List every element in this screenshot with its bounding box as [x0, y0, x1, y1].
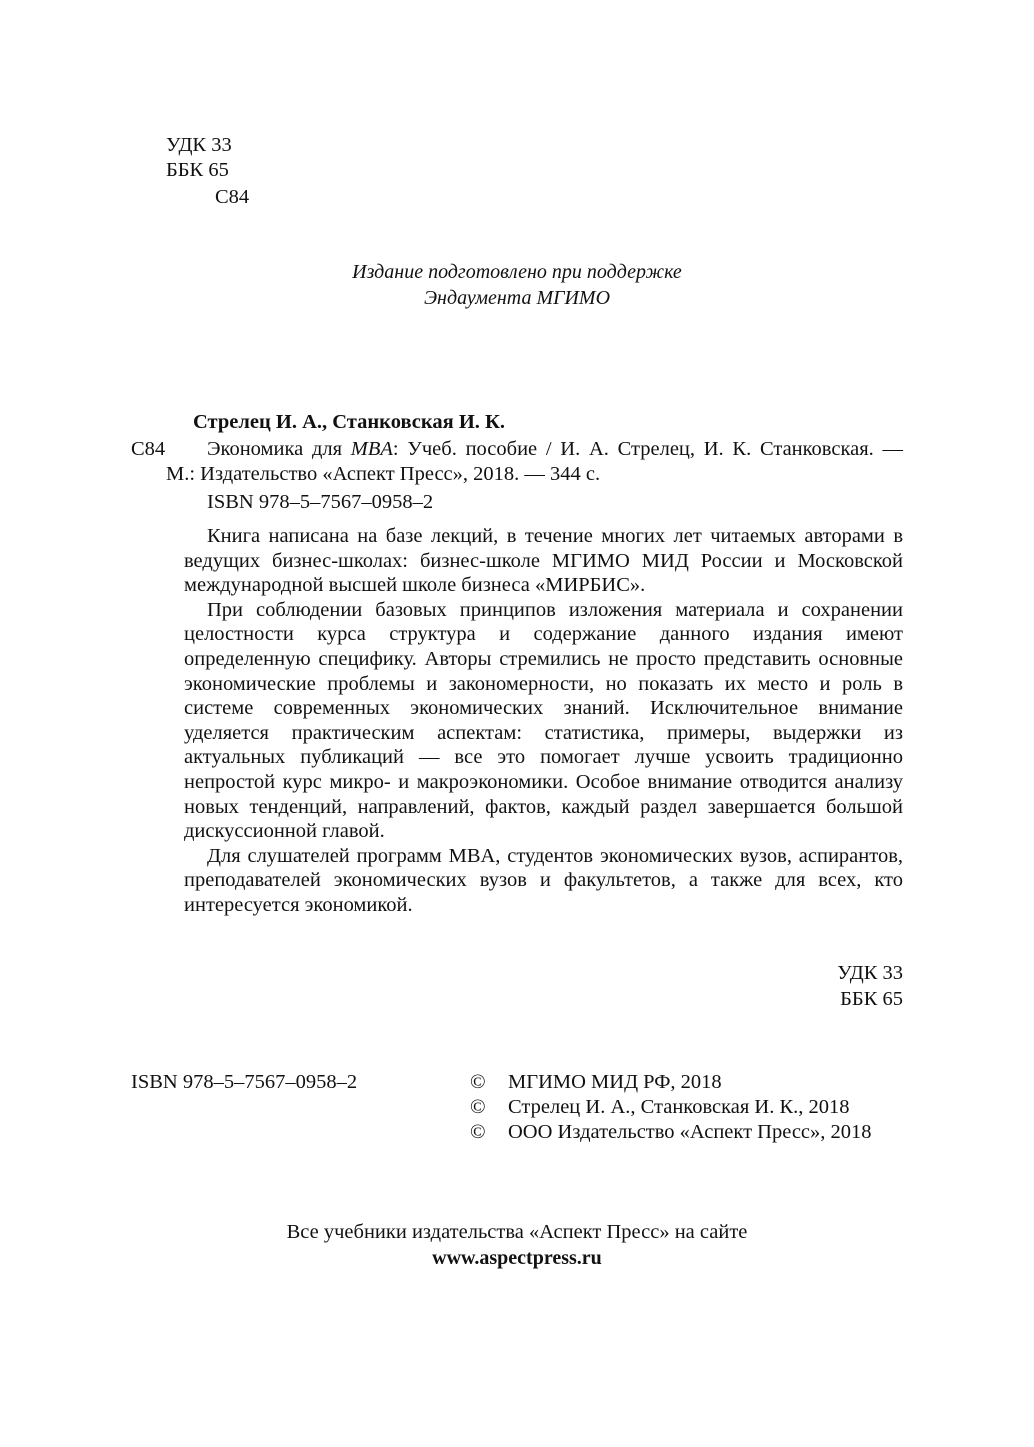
copyright-sign: © [470, 1121, 486, 1143]
record-publisher-line: М.: Издательство «Аспект Пресс», 2018. — 344 с. [166, 463, 601, 485]
copyright-line [470, 1070, 722, 1095]
bbk-code-top: ББК 65 [166, 159, 229, 181]
record-author-mark: С84 [131, 438, 166, 460]
copyright-sign: © [470, 1071, 486, 1093]
isbn-bottom: ISBN 978–5–7567–0958–2 [131, 1071, 358, 1093]
record-authors: Стрелец И. А., Станковская И. К. [193, 411, 506, 433]
record-title-prefix: Экономика для [207, 438, 351, 460]
publisher-website-link[interactable]: www.aspectpress.ru [432, 1247, 602, 1269]
author-mark-top: С84 [215, 186, 250, 208]
record-title-line [207, 437, 903, 462]
support-note-line-2: Эндаумента МГИМО [423, 287, 611, 309]
copyright-text: Стрелец И. А., Станковская И. К., 2018 [508, 1096, 850, 1118]
record-title-rest: : Учеб. пособие / И. А. Стрелец, И. К. Станковская. — [392, 438, 903, 460]
copyright-line [470, 1120, 872, 1145]
copyright-text: МГИМО МИД РФ, 2018 [508, 1071, 722, 1093]
copyright-sign: © [470, 1096, 486, 1118]
annotation-paragraph: Книга написана на базе лекций, в течение многих лет читаемых авторами в ведущих бизнес-школах: бизнес-школе МГИМО МИД России и Московской международной высшей школе бизнеса «МИРБИС». [184, 525, 903, 597]
record-title-italic: MBA [350, 438, 393, 460]
support-note-line-1: Издание подготовлено при поддержке [352, 261, 682, 283]
footer-text: Все учебники издательства «Аспект Пресс» на сайте [286, 1221, 748, 1243]
bbk-code-bottom: ББК 65 [840, 988, 903, 1010]
copyright-text: ООО Издательство «Аспект Пресс», 2018 [508, 1121, 872, 1143]
annotation-paragraph: Для слушателей программ MBA, студентов экономических вузов, аспирантов, преподавателей экономических вузов и факультетов, а также для всех, кто интересуется экономикой. [184, 844, 903, 916]
annotation-paragraph: При соблюдении базовых принципов изложения материала и сохранении целостности курса структура и содержание данного издания имеют определенную специфику. Авторы стремились не просто представить основные экономические проблемы и закономерности, но показать их место и роль в системе современных экономических знаний. Исключительное внимание уделяется практическим аспектам: статистика, примеры, выдержки из актуальных публикаций — все это помогает лучше усвоить традиционно непростой курс микро- и макроэкономики. Особое внимание отводится анализу новых тенденций, направлений, фактов, каждый раздел завершается большой дискуссионной главой. [184, 598, 903, 843]
annotation [184, 524, 903, 918]
record-isbn: ISBN 978–5–7567–0958–2 [207, 491, 434, 513]
udk-code-bottom: УДК 33 [837, 962, 903, 984]
copyright-line [470, 1095, 850, 1120]
udk-code-top: УДК 33 [166, 134, 232, 156]
